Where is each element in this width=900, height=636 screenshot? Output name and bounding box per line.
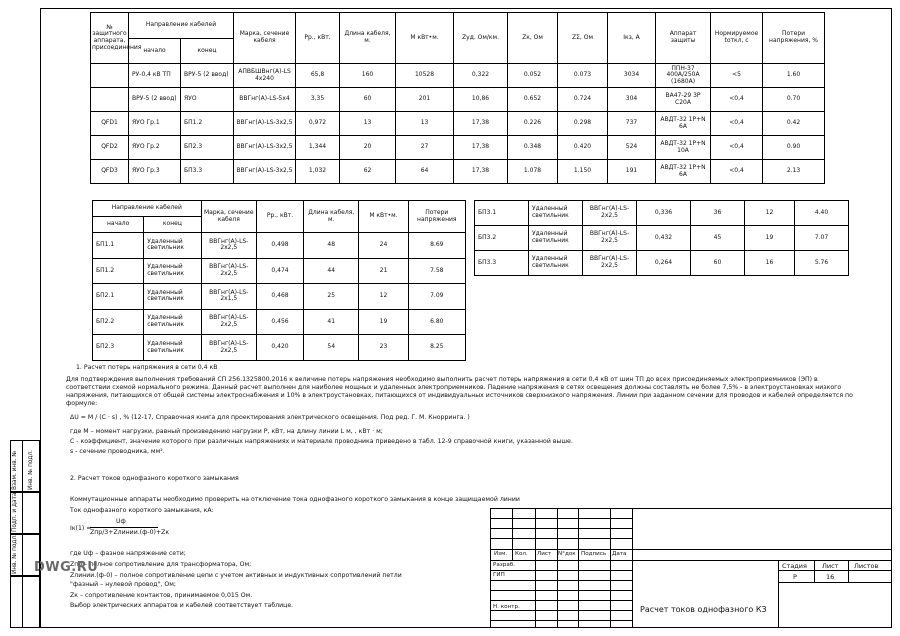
stamp-data: Дата [612, 551, 627, 557]
cell-pr: 3,35 [296, 88, 340, 112]
table-row [91, 64, 825, 88]
cell-m: 64 [396, 160, 454, 184]
cell-pr: 0,468 [256, 284, 303, 310]
cell-zk: 1.078 [508, 160, 558, 184]
cell-apparatus: АВДТ-32 1Р+N 10А [656, 136, 711, 160]
cell-to: Удаленный светильник [144, 233, 201, 259]
cell-zud: 17,38 [454, 136, 508, 160]
cell-len: 41 [304, 309, 359, 335]
cell-brand: ВВГнг(А)-LS-2х2,5 [583, 251, 637, 276]
cell-loss: 0.42 [763, 112, 825, 136]
cell-len: 45 [691, 226, 745, 251]
para1-line1: Для подтверждения выполнения требований СП 256.1325800.2016 к величине потерь напряжения необходимо выполнить расчет потерь напряжения в сети 0,4 кВ от шин ТП до всех присоединяемых электроприемников (ЭП) в [66, 376, 818, 383]
header-m: М кВт•м. [396, 13, 454, 64]
cell-zs: 0.724 [558, 88, 608, 112]
cell-ikz: 191 [608, 160, 656, 184]
cell-brand: ВВГнг(А)-LS-2х2,5 [201, 258, 256, 284]
watermark-logo: DWG.RU [34, 560, 99, 575]
header-zs: ZΣ, Ом [558, 13, 608, 64]
ikz-table [90, 12, 825, 184]
cell-brand: ВВГнг(А)-LS-2х2,5 [583, 226, 637, 251]
formula-ikz [70, 518, 270, 542]
cell-len: 36 [691, 201, 745, 226]
cell-pr: 65,8 [296, 64, 340, 88]
fraction-bar [90, 527, 158, 528]
cell-to: Удаленный светильник [144, 284, 201, 310]
cell-pr: 0,498 [256, 233, 303, 259]
cell-len: 44 [304, 258, 359, 284]
cell-m: 12 [745, 201, 795, 226]
cell-m: 201 [396, 88, 454, 112]
cell-zs: 0.298 [558, 112, 608, 136]
cell-from: БП3.2 [475, 226, 529, 251]
cell-brand: ВВГнг(А)-LS-5х4 [234, 88, 296, 112]
cell-zk: 0.052 [508, 64, 558, 88]
header-from: начало [129, 39, 181, 64]
header-pr: Pр., кВт. [296, 13, 340, 64]
cell-zk: 0.652 [508, 88, 558, 112]
cell-m: 23 [359, 335, 408, 361]
stamp-nkontr: Н. контр. [493, 604, 520, 610]
t2-header-m: М кВт•м. [359, 201, 408, 233]
table-row [93, 284, 466, 310]
cell-zs: 0.420 [558, 136, 608, 160]
cell-from: БП1.2 [93, 258, 144, 284]
header-len: Длина кабеля, м. [340, 13, 396, 64]
cell-loss: 7.07 [795, 226, 849, 251]
cell-loss: 0.70 [763, 88, 825, 112]
cell-zs: 0.073 [558, 64, 608, 88]
cell-loss: 6.80 [408, 309, 465, 335]
cell-zk: 0.348 [508, 136, 558, 160]
cell-m: 16 [745, 251, 795, 276]
cell-from: РУ-0,4 кВ ТП [129, 64, 181, 88]
cell-loss: 0.90 [763, 136, 825, 160]
cell-norm: <0,4 [711, 160, 763, 184]
cell-loss: 8.69 [408, 233, 465, 259]
cell-brand: ВВГнг(А)-LS-2х2,5 [201, 309, 256, 335]
cell-from: БП2.3 [93, 335, 144, 361]
table3-body [475, 201, 849, 276]
cell-num: QFD2 [91, 136, 129, 160]
cell-to: ВРУ-5 (2 ввод) [181, 64, 234, 88]
header-brand: Марка, сечение кабеля [234, 13, 296, 64]
cell-from: ЯУО Гр.3 [129, 160, 181, 184]
stamp-list-value: 16 [826, 573, 835, 581]
header-zk: Zк, Ом [508, 13, 558, 64]
cell-from: БП2.1 [93, 284, 144, 310]
para2-line1: Коммутационные аппараты необходимо проверить на отключение тока однофазного короткого замыкания в конце защищаемой линии [70, 496, 520, 503]
header-apparatus: Аппарат защиты [656, 13, 711, 64]
table-row [475, 251, 849, 276]
stamp-gip: ГИП [493, 572, 505, 578]
stamp-kol: Кол. [515, 551, 528, 557]
para1-line2: соответствии схемой нормального режима. Данный расчет выполнен для наиболее мощных и удаленных электроприемников. Падение напряжения в сетях освещения должны составлять не более 7,5% - в электроустановках низкого [66, 384, 842, 391]
cell-from: БП3.1 [475, 201, 529, 226]
cell-brand: ВВГнг(А)-LS-3х2,5 [234, 136, 296, 160]
section1-title: 1. Расчет потерь напряжения в сети 0,4 кВ [76, 364, 218, 371]
cell-apparatus: АВДТ-32 1Р+N 6А [656, 160, 711, 184]
section2-title: 2. Расчет токов однофазного короткого замыкания [70, 475, 239, 482]
cell-len: 54 [304, 335, 359, 361]
cell-pr: 1,032 [296, 160, 340, 184]
strip-label-inv-dup: Взам. инв. № [12, 450, 18, 490]
cell-from: ВРУ-5 (2 ввод) [129, 88, 181, 112]
table-row [93, 233, 466, 259]
strip-label-sign-date: Подп. и дата [12, 492, 18, 532]
header-num: № защитного аппарата, присоединения [91, 13, 129, 64]
cell-zud: 10,86 [454, 88, 508, 112]
para1-line3: напряжения, питающихся от общей системы электроснабжения и 10% в электроустановках, питающихся от индивидуальных источников сверхнизкого напряжения. Линии при заданном сечении для проводов и кабелей определяется по [66, 392, 853, 399]
header-direction: Направление кабелей [129, 13, 234, 39]
cell-len: 13 [340, 112, 396, 136]
formula-ikz-denominator: Zпр/3+Zлинии.(ф-0)+Zк [90, 529, 170, 536]
cell-pr: 0,972 [296, 112, 340, 136]
cell-brand: АПВБШВнг(А)-LS 4х240 [234, 64, 296, 88]
header-norm: Нормируемое tоткл, с [711, 13, 763, 64]
cell-m: 10528 [396, 64, 454, 88]
cell-pr: 1,344 [296, 136, 340, 160]
stamp-stadia-label: Стадия [782, 562, 807, 570]
voltage-loss-table-right [474, 200, 849, 276]
strip-label-inv-no: Инв. № подл. [28, 450, 34, 490]
stamp-izm: Изм. [494, 551, 508, 557]
cell-loss: 2.13 [763, 160, 825, 184]
conclusion: Выбор электрических аппаратов и кабелей соответствует таблице. [70, 602, 294, 609]
stamp-listov-label: Листов [854, 562, 879, 570]
cell-loss: 7.09 [408, 284, 465, 310]
cell-apparatus: ППН-37 400А/250А (1680А) [656, 64, 711, 88]
strip-label-inv-sub: Инв. № подл. [12, 534, 18, 574]
stamp-title: Расчет токов однофазного КЗ [640, 605, 767, 614]
table-row [475, 201, 849, 226]
header-to: конец [181, 39, 234, 64]
table-row [93, 309, 466, 335]
cell-to: Удаленный светильник [529, 251, 583, 276]
cell-len: 20 [340, 136, 396, 160]
formula-voltage-loss: ΔU = M / (C · s) , % (12-17, Справочная книга для проектирования электрического освещения. Под ред. Г. М. Кнорринга. ) [70, 414, 470, 421]
stamp-podpis: Подпись [581, 551, 607, 557]
cell-to: Удаленный светильник [144, 335, 201, 361]
header-zud: Zуд. Ом/км. [454, 13, 508, 64]
stamp-list-label: Лист [822, 562, 839, 570]
header-loss: Потери напряжения, % [763, 13, 825, 64]
cell-m: 13 [396, 112, 454, 136]
cell-zk: 0.226 [508, 112, 558, 136]
cell-zud: 17,38 [454, 112, 508, 136]
cell-zud: 17,38 [454, 160, 508, 184]
cell-to: Удаленный светильник [529, 226, 583, 251]
cell-to: ЯУО [181, 88, 234, 112]
cell-loss: 4.40 [795, 201, 849, 226]
table-row [93, 258, 466, 284]
where-m: где М – момент нагрузки, равный произведению нагрузки P, кВт, на длину линии L м, , кВт · м; [70, 428, 383, 435]
cell-ikz: 3034 [608, 64, 656, 88]
cell-len: 60 [340, 88, 396, 112]
cell-pr: 0,474 [256, 258, 303, 284]
formula-ikz-lhs: Iк(1) = [70, 525, 92, 532]
strip-cell-4 [10, 576, 40, 628]
where-uf: где Uф – фазное напряжение сети; [70, 550, 186, 557]
cell-pr: 0,420 [256, 335, 303, 361]
t2-header-brand: Марка, сечение кабеля [201, 201, 256, 233]
where-zline: Zлинии.(ф-0) – полное сопротивление цепи с учетом активных и индуктивных сопротивлений петли [70, 572, 402, 579]
cell-brand: ВВГнг(А)-LS-3х2,5 [234, 112, 296, 136]
cell-to: БП1.2 [181, 112, 234, 136]
stamp-ndoc: N°док [558, 551, 576, 557]
t2-header-from: начало [93, 217, 144, 233]
cell-norm: <0,4 [711, 136, 763, 160]
cell-brand: ВВГнг(А)-LS-3х2,5 [234, 160, 296, 184]
cell-len: 62 [340, 160, 396, 184]
cell-len: 25 [304, 284, 359, 310]
cell-to: Удаленный светильник [529, 201, 583, 226]
t2-header-to: конец [144, 217, 201, 233]
cell-num: QFD3 [91, 160, 129, 184]
table-row [475, 226, 849, 251]
table-row [93, 335, 466, 361]
cell-from: БП1.1 [93, 233, 144, 259]
cell-ikz: 304 [608, 88, 656, 112]
cell-to: Удаленный светильник [144, 309, 201, 335]
where-s: s - сечение проводника, мм². [70, 448, 165, 455]
cell-ikz: 737 [608, 112, 656, 136]
table-row [91, 160, 825, 184]
cell-num [91, 88, 129, 112]
voltage-loss-table-left [92, 200, 466, 361]
cell-brand: ВВГнг(А)-LS-2х2,5 [201, 335, 256, 361]
t2-header-len: Длина кабеля, м. [304, 201, 359, 233]
cell-from: ЯУО Гр.1 [129, 112, 181, 136]
cell-norm: <0,4 [711, 88, 763, 112]
table-row [91, 88, 825, 112]
cell-loss: 1.60 [763, 64, 825, 88]
table1-body [91, 64, 825, 184]
cell-loss: 7.58 [408, 258, 465, 284]
para2-line2: Ток однофазного короткого замыкания, кА: [70, 507, 214, 514]
title-block [490, 508, 892, 628]
cell-len: 48 [304, 233, 359, 259]
t2-header-loss: Потери напряжения [408, 201, 465, 233]
stamp-stadia-value: Р [793, 573, 797, 581]
cell-m: 24 [359, 233, 408, 259]
cell-len: 160 [340, 64, 396, 88]
cell-loss: 5.76 [795, 251, 849, 276]
strip-divider [22, 440, 23, 628]
table-row [91, 136, 825, 160]
cell-apparatus: ВА47-29 3Р С20А [656, 88, 711, 112]
cell-m: 19 [745, 226, 795, 251]
cell-pr: 0,432 [637, 226, 691, 251]
cell-m: 27 [396, 136, 454, 160]
cell-norm: <5 [711, 64, 763, 88]
cell-ikz: 524 [608, 136, 656, 160]
cell-pr: 0,336 [637, 201, 691, 226]
cell-len: 60 [691, 251, 745, 276]
stamp-list: Лист [537, 551, 552, 557]
cell-to: БП3.3 [181, 160, 234, 184]
cell-from: БП3.3 [475, 251, 529, 276]
cell-apparatus: АВДТ-32 1Р+N 6А [656, 112, 711, 136]
cell-num [91, 64, 129, 88]
cell-brand: ВВГнг(А)-LS-2х2,5 [583, 201, 637, 226]
cell-to: Удаленный светильник [144, 258, 201, 284]
cell-loss: 8.25 [408, 335, 465, 361]
table2-body [93, 233, 466, 361]
side-stamp-strip [10, 440, 40, 628]
cell-pr: 0,264 [637, 251, 691, 276]
cell-m: 19 [359, 309, 408, 335]
cell-from: ЯУО Гр.2 [129, 136, 181, 160]
t2-header-pr: Pр., кВт. [256, 201, 303, 233]
cell-m: 12 [359, 284, 408, 310]
cell-norm: <0,4 [711, 112, 763, 136]
cell-zs: 1.150 [558, 160, 608, 184]
cell-brand: ВВГнг(А)-LS-2х1,5 [201, 284, 256, 310]
formula-ikz-numerator: Uф [116, 518, 126, 525]
para1-line4: формуле: [66, 400, 98, 407]
where-loop: "фазный – нулевой провод", Ом; [70, 581, 176, 588]
cell-to: БП2.3 [181, 136, 234, 160]
where-zk: Zк – сопротивление контактов, принимаемое 0,015 Ом. [70, 592, 253, 599]
where-c: С - коэффициент, значение которого при различных напряжениях и материале проводника приведено в табл. 12-9 справочной книги, указанной выше. [70, 438, 573, 445]
cell-num: QFD1 [91, 112, 129, 136]
cell-brand: ВВГнг(А)-LS-2х2,5 [201, 233, 256, 259]
header-ikz: Iкз, А [608, 13, 656, 64]
cell-m: 21 [359, 258, 408, 284]
cell-pr: 0,456 [256, 309, 303, 335]
cell-from: БП2.2 [93, 309, 144, 335]
t2-header-direction: Направление кабелей [93, 201, 202, 217]
table-row [91, 112, 825, 136]
stamp-razrab: Разраб. [493, 562, 515, 568]
cell-zud: 0,322 [454, 64, 508, 88]
where-zpr: Zпр – полное сопротивление для трансформатора, Ом; [70, 561, 252, 568]
